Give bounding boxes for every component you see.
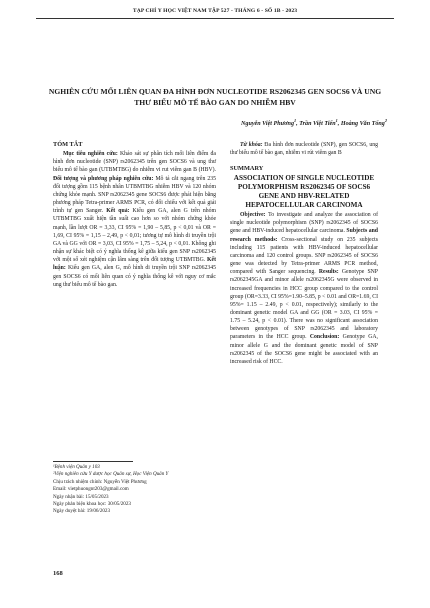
objective-label: Mục tiêu nghiên cứu: — [63, 151, 118, 158]
english-title: ASSOCIATION OF SINGLE NUCLEOTIDE POLYMORPHISM RS2062345 OF SOCS6 GENE AND HBV-RELATED HEPATOCELLULAR CARCINOMA — [233, 174, 375, 210]
abstract-body — [53, 150, 216, 289]
author-2-affiliation: 1 — [335, 118, 338, 123]
received-date: Ngày nhận bài: 15/05/2023 — [53, 493, 109, 500]
objective-text: Khảo sát sự phân tích mối liên điểm đa hình đơn nucleotide (SNP) rs2062345 trên gen SOCS6 và ung thư biểu mô tế bào gan (UTBMTBG) do nhiễm vi rut viêm gan B (HBV). — [53, 151, 216, 174]
page-number: 168 — [53, 570, 63, 577]
summary-heading: SUMMARY — [230, 165, 264, 173]
abstract-heading: TÓM TẮT — [53, 141, 83, 148]
running-head: TẠP CHÍ Y HỌC VIỆT NAM TẬP 527 - THÁNG 6 - SỐ 1B - 2023 — [132, 8, 298, 14]
footnotes — [53, 464, 223, 516]
corresponding-author: Chịu trách nhiệm chính: Nguyễn Việt Phương — [53, 478, 147, 485]
header-rule — [36, 18, 394, 19]
methods-text: Mô tả cắt ngang trên 235 đối tượng gồm 115 bệnh nhân UTBMTBG nhiễm HBV và 120 nhóm chứng khỏe mạnh. SNP rs2062345 gene SOCS6 được phát hiện bằng phương pháp Tetra-primer ARMS PCR, có đối chiếu với kết quả giải trình tự gen Sanger. — [53, 175, 216, 215]
keywords — [230, 141, 378, 157]
author-3-affiliation: 2 — [384, 118, 387, 123]
conclusion-label-en: Conclusion: — [306, 334, 340, 341]
author-separator: , — [337, 121, 341, 128]
author-1-affiliation: 1 — [294, 118, 297, 123]
english-summary — [230, 141, 378, 366]
author-3: Hoàng Văn Tổng — [340, 121, 385, 128]
author-1: Nguyễn Việt Phương — [241, 121, 294, 128]
objective-label-en: Objective: — [240, 212, 266, 219]
conclusion-text-en: Genotype GA, minor allele G and the dominant genetic model of SNP rs2062345 of the SOCS6 gene might be associated with an increased risk of HCC. — [230, 334, 378, 365]
keywords-label: Từ khóa: — [240, 142, 263, 148]
vietnamese-abstract — [53, 141, 216, 289]
methods-text-en: Cross-sectional study on 235 subjects including 115 patients with HBV-induced hepatocellular carcinoma and 120 control groups. SNP rs2062345 of SOCS6 gene was detected by Tetra-primer ARMS PCR method, compared with Sanger sequencing. — [230, 236, 378, 276]
conclusion-label: Kết luận: — [53, 257, 216, 272]
results-text: Kiểu gen GA, alen G trên nhóm UTBMTBG xuất hiện tần suất cao hơn so với nhóm chứng khỏe mạnh, lần lượt OR = 3,33, CI 95% = 1,90 – 5,85, p < 0,01 và OR = 1,69, CI 95% = 1,15 – 2,49, p < 0,01; tương tự mô hình di truyền trội GA và GG với OR = 3,03, CI 95% = 1,75 – 5,24, p < 0,01. Không ghi nhận sự khác biệt có ý nghĩa thống kê giữa kiểu gen SNP rs2062345 với một số xét nghiệm cận lâm sàng trên đối tượng UTBMTBG. — [53, 208, 217, 264]
article-title: NGHIÊN CỨU MỐI LIÊN QUAN ĐA HÌNH ĐƠN NUCLEOTIDE RS2062345 GEN SOCS6 VÀ UNG THƯ BIỂU MÔ TẾ BÀO GAN DO NHIỄM HBV — [48, 87, 382, 107]
results-text-en: Genotype SNP rs2062345GA and minor allele rs2062345G were observed in increased frequencies in HCC group compared to the control group (OR=3.33, CI 95%=1.90–5.85, p < 0.01 and OR=1.69, CI 95%= 1.15 – 2.49, p < 0.01, respectively); similarly to the dominant genetic model GA and GG (OR = 3.03, CI 95% = 1.75 – 5.24, p < 0.01). There was no significant association between genotypes of SNP rs2062345 and laboratory parameters in the HCC group. — [230, 269, 378, 341]
methods-label-en: Subjects and research methods: — [230, 228, 378, 243]
reviewed-date: Ngày phản biện khoa học: 30/05/2023 — [53, 501, 131, 508]
footnote-affiliation-2: ²Viện nghiên cứu Y dược học Quân sự, Học Viện Quân Y — [53, 471, 169, 478]
author-line — [241, 118, 387, 128]
keywords-text: Đa hình đơn nucleotide (SNP), gen SOCS6, ung thư biểu mô tế bào gan, nhiễm vi rút viêm gan B — [230, 142, 378, 157]
footnote-affiliation-1: ¹Bệnh viện Quân y 103 — [53, 464, 100, 470]
author-separator: , — [296, 121, 300, 128]
results-label-en: Results: — [315, 269, 339, 276]
email: Email: vietphuongnt203@gmail.com — [53, 486, 129, 493]
accepted-date: Ngày duyệt bài: 19/06/2023 — [53, 508, 111, 515]
conclusion-text: Kiểu gen GA, alen G, mô hình di truyền trội SNP rs2062345 gen SOCS6 có mối liên quan có ý nghĩa thống kê với nguy cơ mắc ung thư biểu mô tế bào gan. — [53, 265, 216, 288]
footnote-rule — [53, 461, 133, 462]
results-label: Kết quả: — [103, 208, 130, 215]
author-2: Trần Việt Tiến — [299, 121, 336, 128]
objective-text-en: To investigate and analyze the association of single nucleotide polymorphism (SNP) rs2062345 of SOCS6 gene and HBV-induced hepatocellular carcinoma. — [230, 212, 378, 235]
summary-body — [230, 211, 378, 366]
methods-label: Đối tượng và phương pháp nghiên cứu: — [53, 175, 154, 182]
